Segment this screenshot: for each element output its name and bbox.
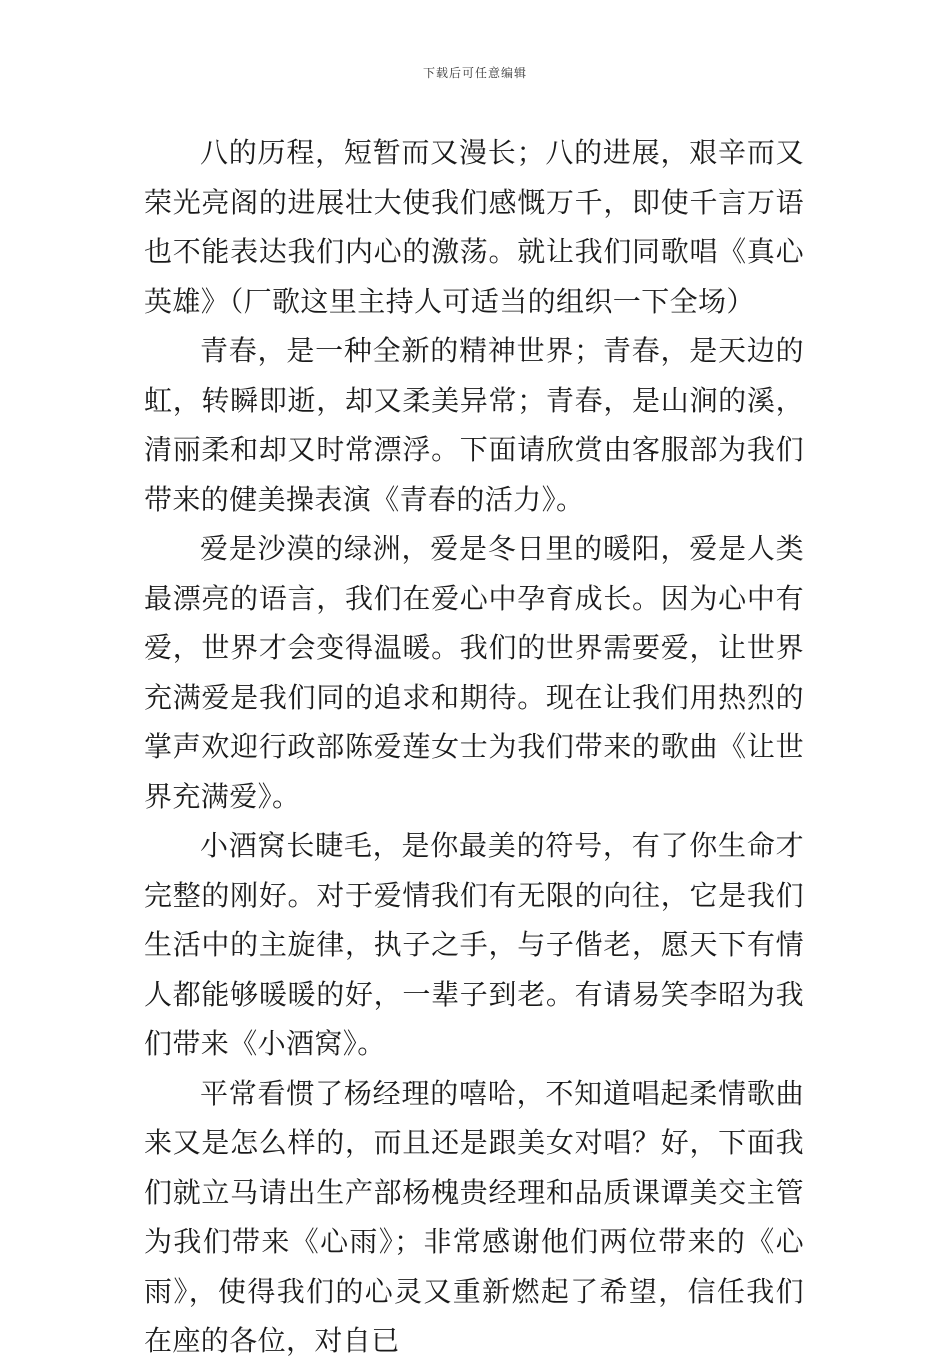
paragraph-love: 爱是沙漠的绿洲，爱是冬日里的暖阳，爱是人类最漂亮的语言，我们在爱心中孕育成长。因为心中有爱，世界才会变得温暖。我们的世界需要爱，让世界充满爱是我们同的追求和期待。现在让我们用热烈的掌声欢迎行政部陈爱莲女士为我们带来的歌曲《让世界充满爱》。 xyxy=(144,532,804,813)
paragraph-dimples: 小酒窝长睫毛，是你最美的符号，有了你生命才完整的刚好。对于爱情我们有无限的向往，它是我们生活中的主旋律，执子之手，与子偕老，愿天下有情人都能够暖暖的好，一辈子到老。有请易笑李昭为我们带来《小酒窝》。 xyxy=(144,829,804,1060)
document-body xyxy=(144,128,804,1366)
page-header-note: 下载后可任意编辑 xyxy=(422,66,527,80)
paragraph-anniversary: 八的历程，短暂而又漫长；八的进展，艰辛而又荣光亮阁的进展壮大使我们感慨万千，即使千言万语也不能表达我们内心的激荡。就让我们同歌唱《真心英雄》（厂歌这里主持人可适当的组织一下全场） xyxy=(144,136,804,318)
paragraph-youth: 青春，是一种全新的精神世界；青春，是天边的虹，转瞬即逝，却又柔美异常；青春，是山涧的溪，清丽柔和却又时常漂浮。下面请欣赏由客服部为我们带来的健美操表演《青春的活力》。 xyxy=(144,334,804,516)
paragraph-heart-rain: 平常看惯了杨经理的嘻哈，不知道唱起柔情歌曲来又是怎么样的，而且还是跟美女对唱？好，下面我们就立马请出生产部杨槐贵经理和品质课谭美交主管为我们带来《心雨》；非常感谢他们两位带来的《心雨》，使得我们的心灵又重新燃起了希望，信任我们在座的各位，对自已 xyxy=(144,1076,804,1357)
